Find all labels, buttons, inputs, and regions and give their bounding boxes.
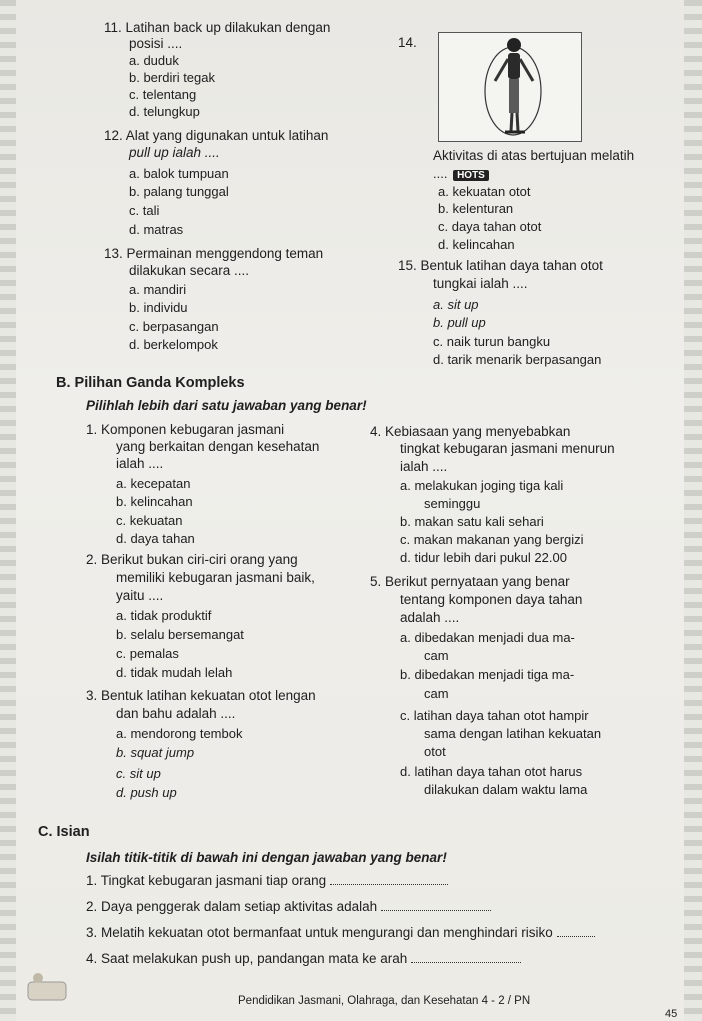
question-line: 11. Latihan back up dilakukan dengan <box>104 20 331 35</box>
isian-question-text: 2. Daya penggerak dalam setiap aktivitas adalah <box>86 899 378 914</box>
question-line: ialah .... <box>400 459 448 474</box>
question-line: pull up ialah .... <box>129 145 220 160</box>
isian-item <box>86 950 521 966</box>
isian-question-text: 4. Saat melakukan push up, pandangan mata ke arah <box>86 951 408 966</box>
question-line: 5. Berikut pernyataan yang benar <box>370 574 570 589</box>
footer-text: Pendidikan Jasmani, Olahraga, dan Kesehatan 4 - 2 / PN <box>238 995 531 1007</box>
question-line: b. dibedakan menjadi tiga ma- <box>400 667 575 682</box>
question-line: yang berkaitan dengan kesehatan <box>116 439 320 454</box>
question-line: adalah .... <box>400 610 460 625</box>
question-line: yaitu .... <box>116 588 164 603</box>
question-line: d. tarik menarik berpasangan <box>433 352 602 367</box>
question-line: b. squat jump <box>116 745 195 760</box>
question-line: a. kekuatan otot <box>438 184 531 199</box>
skipping-rope-illustration <box>438 32 582 142</box>
hots-prefix: .... <box>433 166 448 181</box>
isian-item <box>86 924 595 940</box>
question-line: b. berdiri tegak <box>129 70 215 85</box>
decorative-corner-icon <box>22 964 72 1004</box>
question-line: c. latihan daya tahan otot hampir <box>400 708 589 723</box>
question-line: otot <box>424 744 446 759</box>
question-line: a. duduk <box>129 53 179 68</box>
question-line: c. daya tahan otot <box>438 219 542 234</box>
question-line: 3. Bentuk latihan kekuatan otot lengan <box>86 688 316 703</box>
answer-blank[interactable] <box>411 950 521 963</box>
section-b-title: B. Pilihan Ganda Kompleks <box>56 375 245 391</box>
question-line: c. makan makanan yang bergizi <box>400 532 584 547</box>
question-line: d. push up <box>116 785 177 800</box>
answer-blank[interactable] <box>381 898 491 911</box>
question-line: c. pemalas <box>116 646 179 661</box>
question-line: tungkai ialah .... <box>433 276 528 291</box>
answer-blank[interactable] <box>557 924 595 937</box>
question-line: b. kelincahan <box>116 494 193 509</box>
answer-blank[interactable] <box>330 872 448 885</box>
question-line: a. dibedakan menjadi dua ma- <box>400 630 575 645</box>
question-line: c. kekuatan <box>116 513 183 528</box>
question-line: c. naik turun bangku <box>433 334 551 349</box>
question-line: c. tali <box>129 203 160 218</box>
question-line: d. kelincahan <box>438 237 515 252</box>
question-line: posisi .... <box>129 36 183 51</box>
question-line: b. makan satu kali sehari <box>400 514 544 529</box>
question-line: cam <box>424 648 449 663</box>
question-line: a. mandiri <box>129 282 187 297</box>
question-line: d. berkelompok <box>129 337 218 352</box>
question-line: b. pull up <box>433 315 486 330</box>
hots-line <box>433 166 489 181</box>
question-line: c. sit up <box>116 766 161 781</box>
section-c-title: C. Isian <box>38 824 90 840</box>
question-line: 14. <box>398 35 417 50</box>
question-line: b. individu <box>129 300 188 315</box>
question-line: a. mendorong tembok <box>116 726 243 741</box>
question-line: dilakukan secara .... <box>129 263 250 278</box>
right-page-border <box>684 0 702 1021</box>
question-line: 12. Alat yang digunakan untuk latihan <box>104 128 329 143</box>
question-line: memiliki kebugaran jasmani baik, <box>116 570 315 585</box>
question-line: Aktivitas di atas bertujuan melatih <box>433 148 635 163</box>
question-line: d. daya tahan <box>116 531 195 546</box>
isian-item <box>86 872 448 888</box>
question-line: tingkat kebugaran jasmani menurun <box>400 441 615 456</box>
question-line: a. sit up <box>433 297 479 312</box>
question-line: sama dengan latihan kekuatan <box>424 726 602 741</box>
question-line: d. tidur lebih dari pukul 22.00 <box>400 550 567 565</box>
question-line: 13. Permainan menggendong teman <box>104 246 324 261</box>
question-line: c. telentang <box>129 87 197 102</box>
question-line: d. latihan daya tahan otot harus <box>400 764 583 779</box>
question-line: a. tidak produktif <box>116 608 212 623</box>
question-line: d. telungkup <box>129 104 200 119</box>
question-line: 1. Komponen kebugaran jasmani <box>86 422 285 437</box>
question-line: b. selalu bersemangat <box>116 627 244 642</box>
question-line: a. balok tumpuan <box>129 166 229 181</box>
question-line: d. matras <box>129 222 184 237</box>
question-line: dan bahu adalah .... <box>116 706 236 721</box>
section-c-instruction: Isilah titik-titik di bawah ini dengan jawaban yang benar! <box>86 850 447 865</box>
question-line: c. berpasangan <box>129 319 219 334</box>
left-page-border <box>0 0 16 1021</box>
question-line: a. melakukan joging tiga kali <box>400 478 564 493</box>
question-line: dilakukan dalam waktu lama <box>424 782 588 797</box>
isian-question-text: 3. Melatih kekuatan otot bermanfaat untuk mengurangi dan menghindari risiko <box>86 925 553 940</box>
isian-question-text: 1. Tingkat kebugaran jasmani tiap orang <box>86 873 327 888</box>
question-line: 4. Kebiasaan yang menyebabkan <box>370 424 571 439</box>
page-number: 45 <box>665 1008 678 1020</box>
question-line: ialah .... <box>116 456 164 471</box>
question-line: tentang komponen daya tahan <box>400 592 583 607</box>
question-line: seminggu <box>424 496 481 511</box>
section-b-instruction: Pilihlah lebih dari satu jawaban yang benar! <box>86 398 367 413</box>
question-line: b. palang tunggal <box>129 184 229 199</box>
question-line: 15. Bentuk latihan daya tahan otot <box>398 258 603 273</box>
question-line: 2. Berikut bukan ciri-ciri orang yang <box>86 552 298 567</box>
question-line: b. kelenturan <box>438 201 514 216</box>
question-line: d. tidak mudah lelah <box>116 665 233 680</box>
question-line: a. kecepatan <box>116 476 191 491</box>
isian-item <box>86 898 491 914</box>
question-line: cam <box>424 686 449 701</box>
hots-badge: HOTS <box>453 170 489 181</box>
